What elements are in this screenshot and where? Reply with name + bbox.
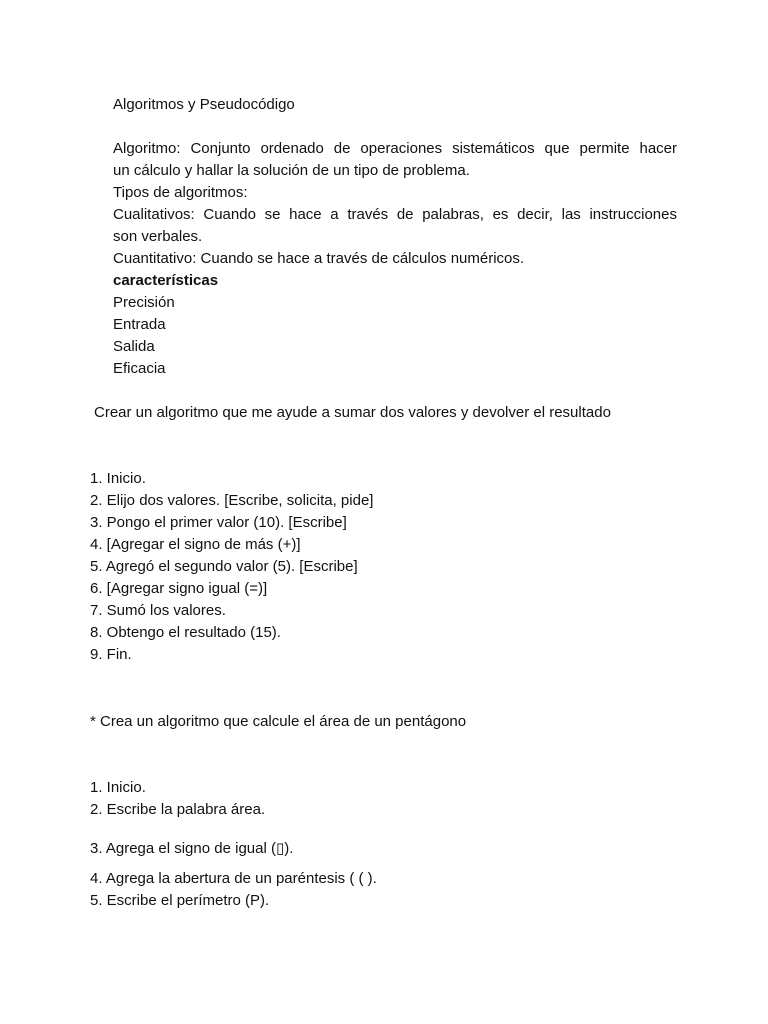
characteristics-heading: características xyxy=(113,272,219,289)
document-title: Algoritmos y Pseudocódigo xyxy=(113,96,295,113)
definition-line-1: Algoritmo: Conjunto ordenado de operaciones sistemáticos que permite hacer xyxy=(113,140,677,157)
definition-line-2: un cálculo y hallar la solución de un tipo de problema. xyxy=(113,162,470,179)
exercise-2-prompt: * Crea un algoritmo que calcule el área de un pentágono xyxy=(90,713,467,730)
exercise-1-step: 5. Agregó el segundo valor (5). [Escribe] xyxy=(90,558,358,575)
exercise-2-step: 5. Escribe el perímetro (P). xyxy=(90,892,270,909)
exercise-1-step: 8. Obtengo el resultado (15). xyxy=(90,624,281,641)
exercise-1-step: 4. [Agregar el signo de más (+)] xyxy=(90,536,301,553)
exercise-1-step: 3. Pongo el primer valor (10). [Escribe] xyxy=(90,514,347,531)
characteristic-item: Eficacia xyxy=(113,360,166,377)
characteristic-item: Salida xyxy=(113,338,155,355)
characteristic-item: Precisión xyxy=(113,294,175,311)
types-heading: Tipos de algoritmos: xyxy=(113,184,248,201)
qualitative-line-1: Cualitativos: Cuando se hace a través de palabras, es decir, las instrucciones xyxy=(113,206,677,223)
exercise-2-step: 4. Agrega la abertura de un paréntesis ( ( ). xyxy=(90,870,377,887)
qualitative-line-2: son verbales. xyxy=(113,228,203,245)
exercise-1-prompt: Crear un algoritmo que me ayude a sumar dos valores y devolver el resultado xyxy=(94,404,611,421)
quantitative-line: Cuantitativo: Cuando se hace a través de cálculos numéricos. xyxy=(113,250,525,267)
characteristic-item: Entrada xyxy=(113,316,166,333)
exercise-1-step: 1. Inicio. xyxy=(90,470,146,487)
exercise-1-step: 9. Fin. xyxy=(90,646,132,663)
exercise-1-step: 6. [Agregar signo igual (=)] xyxy=(90,580,268,597)
exercise-1-step: 7. Sumó los valores. xyxy=(90,602,226,619)
exercise-2-step: 2. Escribe la palabra área. xyxy=(90,801,266,818)
exercise-1-step: 2. Elijo dos valores. [Escribe, solicita, pide] xyxy=(90,492,374,509)
exercise-2-step: 3. Agrega el signo de igual (▯). xyxy=(90,840,294,857)
exercise-2-step: 1. Inicio. xyxy=(90,779,146,796)
